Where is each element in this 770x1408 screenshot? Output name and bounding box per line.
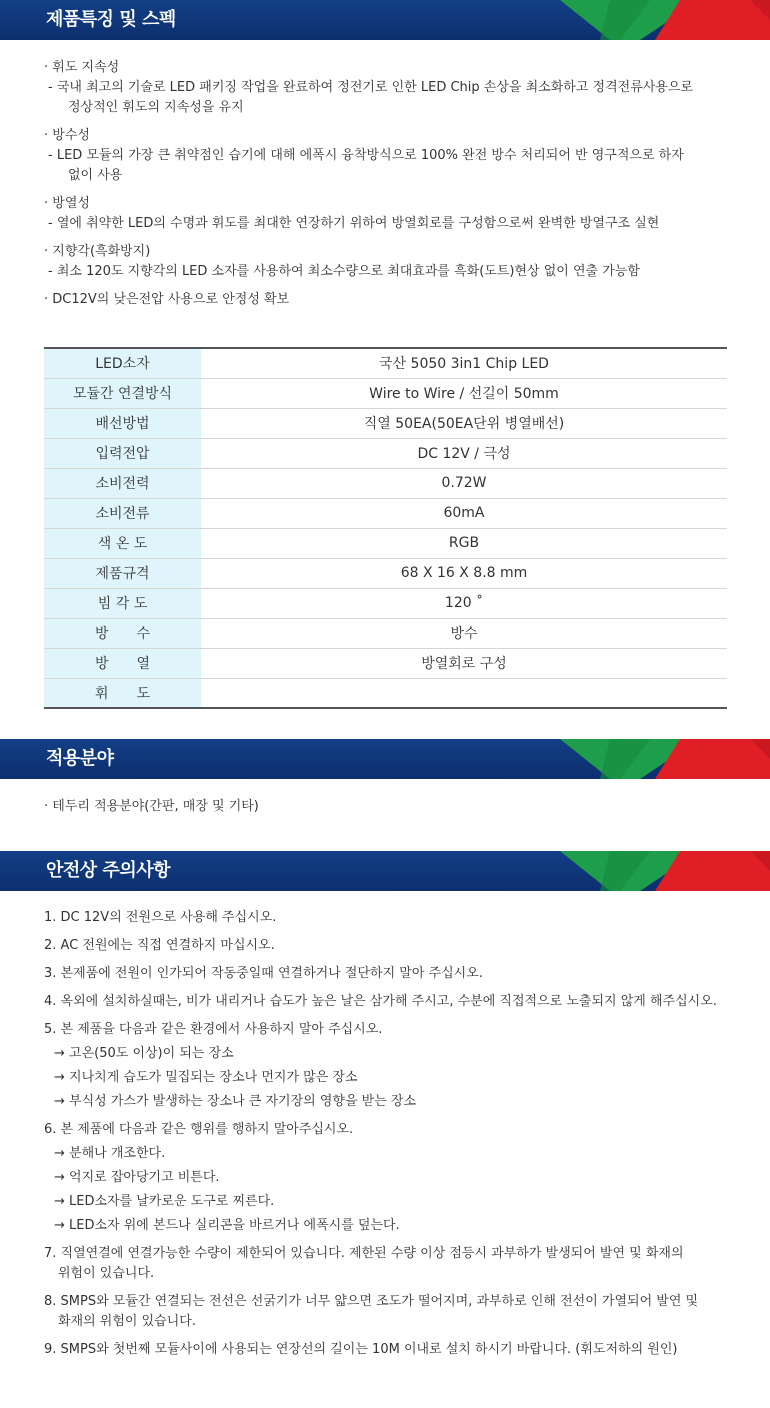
caution-item: 1. DC 12V의 전원으로 사용해 주십시오. xyxy=(44,910,277,925)
table-row xyxy=(44,528,727,558)
caution-item xyxy=(44,1020,734,1112)
caution-item-text: 7. 직열연결에 연결가능한 수량이 제한되어 있습니다. 제한된 수량 이상 점등시 과부하가 발생되어 발연 및 화재의 xyxy=(44,1246,684,1261)
spec-label: 소비전류 xyxy=(44,498,201,528)
spec-label: 입력전압 xyxy=(44,438,201,468)
caution-item-text: 위험이 있습니다. xyxy=(58,1266,155,1281)
spec-value: 방열회로 구성 xyxy=(201,648,727,678)
caution-sublist xyxy=(44,1044,734,1112)
feature-item xyxy=(44,242,744,282)
feature-desc-line: 정상적인 휘도의 지속성을 유지 xyxy=(68,100,244,115)
spec-value: 직열 50EA(50EA단위 병열배선) xyxy=(201,408,727,438)
feature-desc-line: - LED 모듈의 가장 큰 취약점인 습기에 대해 에폭시 융착방식으로 100% 완전 방수 처리되어 반 영구적으로 하자 xyxy=(48,148,684,163)
feature-title: · 방열성 xyxy=(44,196,90,211)
caution-subitem: → 억지로 잡아당기고 비튼다. xyxy=(54,1170,220,1185)
header-deco-graphic xyxy=(550,0,770,40)
feature-title: · DC12V의 낮은전압 사용으로 안정성 확보 xyxy=(44,292,290,307)
caution-subitem: → 고온(50도 이상)이 되는 장소 xyxy=(54,1046,234,1061)
feature-item xyxy=(44,194,744,234)
table-row xyxy=(44,348,727,378)
spec-label: 제품규격 xyxy=(44,558,201,588)
caution-item: 2. AC 전원에는 직접 연결하지 마십시오. xyxy=(44,938,275,953)
table-row xyxy=(44,408,727,438)
spec-value: RGB xyxy=(201,528,727,558)
feature-item xyxy=(44,58,744,118)
table-row xyxy=(44,588,727,618)
spec-label: 방 열 xyxy=(44,648,201,678)
table-row xyxy=(44,498,727,528)
spec-label: 방 수 xyxy=(44,618,201,648)
feature-title: · 휘도 지속성 xyxy=(44,60,120,75)
caution-list xyxy=(44,908,734,1368)
spec-value: 국산 5050 3in1 Chip LED xyxy=(201,348,727,378)
caution-item-text: 8. SMPS와 모듈간 연결되는 전선은 선굵기가 너무 얇으면 조도가 떨어지며, 과부하로 인해 전선이 가열되어 발연 및 xyxy=(44,1294,699,1309)
feature-desc-line: - 최소 120도 지향각의 LED 소자를 사용하여 최소수량으로 최대효과를 흑화(도트)현상 없이 연출 가능함 xyxy=(48,264,640,279)
spec-label: 소비전력 xyxy=(44,468,201,498)
caution-item xyxy=(44,1244,734,1284)
spec-table xyxy=(44,347,727,709)
feature-desc-line: - 국내 최고의 기술로 LED 패키징 작업을 완료하여 정전기로 인한 LED Chip 손상을 최소화하고 정격전류사용으로 xyxy=(48,80,693,95)
caution-item: 3. 본제품에 전원이 인가되어 작동중일때 연결하거나 절단하지 말아 주십시오. xyxy=(44,966,483,981)
table-row xyxy=(44,378,727,408)
feature-desc xyxy=(44,146,744,186)
caution-subitem: → 분해나 개조한다. xyxy=(54,1146,166,1161)
feature-title: · 지향각(흑화방지) xyxy=(44,244,151,259)
spec-value: 60mA xyxy=(201,498,727,528)
table-row xyxy=(44,468,727,498)
spec-label: LED소자 xyxy=(44,348,201,378)
spec-value: DC 12V / 극성 xyxy=(201,438,727,468)
header-deco-graphic xyxy=(550,739,770,779)
features-section-header xyxy=(0,0,770,40)
feature-title: · 방수성 xyxy=(44,128,90,143)
spec-label: 배선방법 xyxy=(44,408,201,438)
application-text: · 테두리 적용분야(간판, 매장 및 기타) xyxy=(44,799,259,814)
caution-item xyxy=(44,1292,734,1332)
caution-item: 9. SMPS와 첫번째 모듈사이에 사용되는 연장선의 길이는 10M 이내로 설치 하시기 바랍니다. (휘도저하의 원인) xyxy=(44,1342,678,1357)
spec-value: 방수 xyxy=(201,618,727,648)
table-row xyxy=(44,648,727,678)
table-row xyxy=(44,438,727,468)
spec-label: 모듈간 연결방식 xyxy=(44,378,201,408)
caution-item-text: 6. 본 제품에 다음과 같은 행위를 행하지 말아주십시오. xyxy=(44,1122,354,1137)
feature-item xyxy=(44,290,744,310)
application-section-title: 적용분야 xyxy=(46,748,114,769)
application-section-header xyxy=(0,739,770,779)
caution-subitem: → LED소자 위에 본드나 실리콘을 바르거나 에폭시를 덮는다. xyxy=(54,1218,400,1233)
features-section-title: 제품특징 및 스펙 xyxy=(46,9,176,30)
spec-value xyxy=(201,678,727,708)
spec-label: 색 온 도 xyxy=(44,528,201,558)
feature-item xyxy=(44,126,744,186)
spec-value: 0.72W xyxy=(201,468,727,498)
safety-section-title: 안전상 주의사항 xyxy=(46,860,170,881)
caution-item-text: 화재의 위험이 있습니다. xyxy=(58,1314,196,1329)
caution-subitem: → LED소자를 날카로운 도구로 찌른다. xyxy=(54,1194,275,1209)
caution-item: 4. 옥외에 설치하실때는, 비가 내리거나 습도가 높은 날은 삼가해 주시고, 수분에 직접적으로 노출되지 않게 해주십시오. xyxy=(44,994,717,1009)
feature-desc-line: 없이 사용 xyxy=(68,168,123,183)
feature-desc-line: - 열에 취약한 LED의 수명과 휘도를 최대한 연장하기 위하여 방열회로를 구성함으로써 완벽한 방열구조 실현 xyxy=(48,216,660,231)
spec-value: Wire to Wire / 선길이 50mm xyxy=(201,378,727,408)
caution-subitem: → 부식성 가스가 발생하는 장소나 큰 자기장의 영향을 받는 장소 xyxy=(54,1094,417,1109)
caution-sublist xyxy=(44,1144,734,1236)
table-row xyxy=(44,618,727,648)
table-row xyxy=(44,678,727,708)
spec-value: 120 ˚ xyxy=(201,588,727,618)
spec-label: 휘 도 xyxy=(44,678,201,708)
table-row xyxy=(44,558,727,588)
caution-item-text: 5. 본 제품을 다음과 같은 환경에서 사용하지 말아 주십시오. xyxy=(44,1022,383,1037)
features-list xyxy=(44,58,744,310)
feature-desc xyxy=(44,214,744,234)
safety-section-header xyxy=(0,851,770,891)
feature-desc xyxy=(44,262,744,282)
feature-desc xyxy=(44,78,744,118)
spec-value: 68 X 16 X 8.8 mm xyxy=(201,558,727,588)
caution-subitem: → 지나치게 습도가 밀집되는 장소나 먼지가 많은 장소 xyxy=(54,1070,358,1085)
caution-item xyxy=(44,1120,734,1236)
spec-label: 빔 각 도 xyxy=(44,588,201,618)
header-deco-graphic xyxy=(550,851,770,891)
